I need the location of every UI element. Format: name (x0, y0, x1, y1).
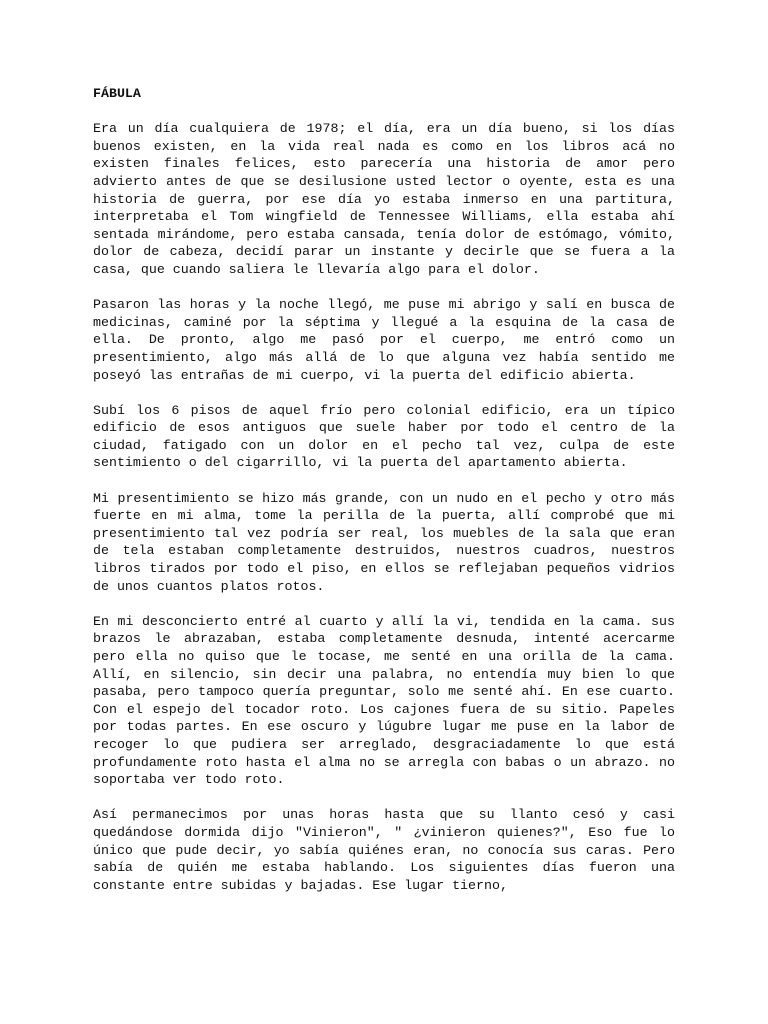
paragraph: Era un día cualquiera de 1978; el día, era un día bueno, si los días buenos existen, en la vida real nada es como en los libros acá no existen finales felices, esto parecería una historia de amor pero advierto antes de que se desilusione usted lector o oyente, esta es una historia de guerra, por ese día yo estaba inmerso en una partitura, interpretaba el Tom wingfield de Tennessee Williams, ella estaba ahí sentada mirándome, pero estaba cansada, tenía dolor de estómago, vómito, dolor de cabeza, decidí parar un instante y decirle que se fuera a la casa, que cuando saliera le llevaría algo para el dolor. (93, 121, 675, 277)
paragraph: Pasaron las horas y la noche llegó, me puse mi abrigo y salí en busca de medicinas, caminé por la séptima y llegué a la esquina de la casa de ella. De pronto, algo me pasó por el cuerpo, me entró como un presentimiento, algo más allá de lo que alguna vez había sentido me poseyó las entrañas de mi cuerpo, vi la puerta del edificio abierta. (93, 297, 675, 383)
paragraph: Así permanecimos por unas horas hasta que su llanto cesó y casi quedándose dormida dijo "Vinieron", " ¿vinieron quienes?", Eso fue lo único que pude decir, yo sabía quiénes eran, no conocía sus caras. Pero sabía de quién me estaba hablando. Los siguientes días fueron una constante entre subidas y bajadas. Ese lugar tierno, (93, 807, 675, 893)
paragraph: Mi presentimiento se hizo más grande, con un nudo en el pecho y otro más fuerte en mi alma, tome la perilla de la puerta, allí comprobé que mi presentimiento tal vez podría ser real, los muebles de la sala que eran de tela estaban completamente destruidos, nuestros cuadros, nuestros libros tirados por todo el piso, en ellos se reflejaban pequeños vidrios de unos cuantos platos rotos. (93, 490, 675, 594)
paragraph: Subí los 6 pisos de aquel frío pero colonial edificio, era un típico edificio de esos antiguos que suele haber por todo el centro de la ciudad, fatigado con un dolor en el pecho tal vez, culpa de este sentimiento o del cigarrillo, vi la puerta del apartamento abierta. (93, 402, 675, 471)
document-page (93, 85, 675, 912)
paragraph: En mi desconcierto entré al cuarto y allí la vi, tendida en la cama. sus brazos le abrazaban, estaba completamente desnuda, intenté acercarme pero ella no quiso que le tocase, me senté en una orilla de la cama. Allí, en silencio, sin decir una palabra, no entendía muy bien lo que pasaba, pero tampoco quería preguntar, solo me senté ahí. En ese cuarto. Con el espejo del tocador roto. Los cajones fuera de su sitio. Papeles por todas partes. En ese oscuro y lúgubre lugar me puse en la labor de recoger lo que pudiera ser arreglado, desgraciadamente lo que está profundamente roto hasta el alma no se arregla con babas o un abrazo. no soportaba ver todo roto. (93, 613, 675, 788)
document-title: FÁBULA (93, 86, 141, 101)
